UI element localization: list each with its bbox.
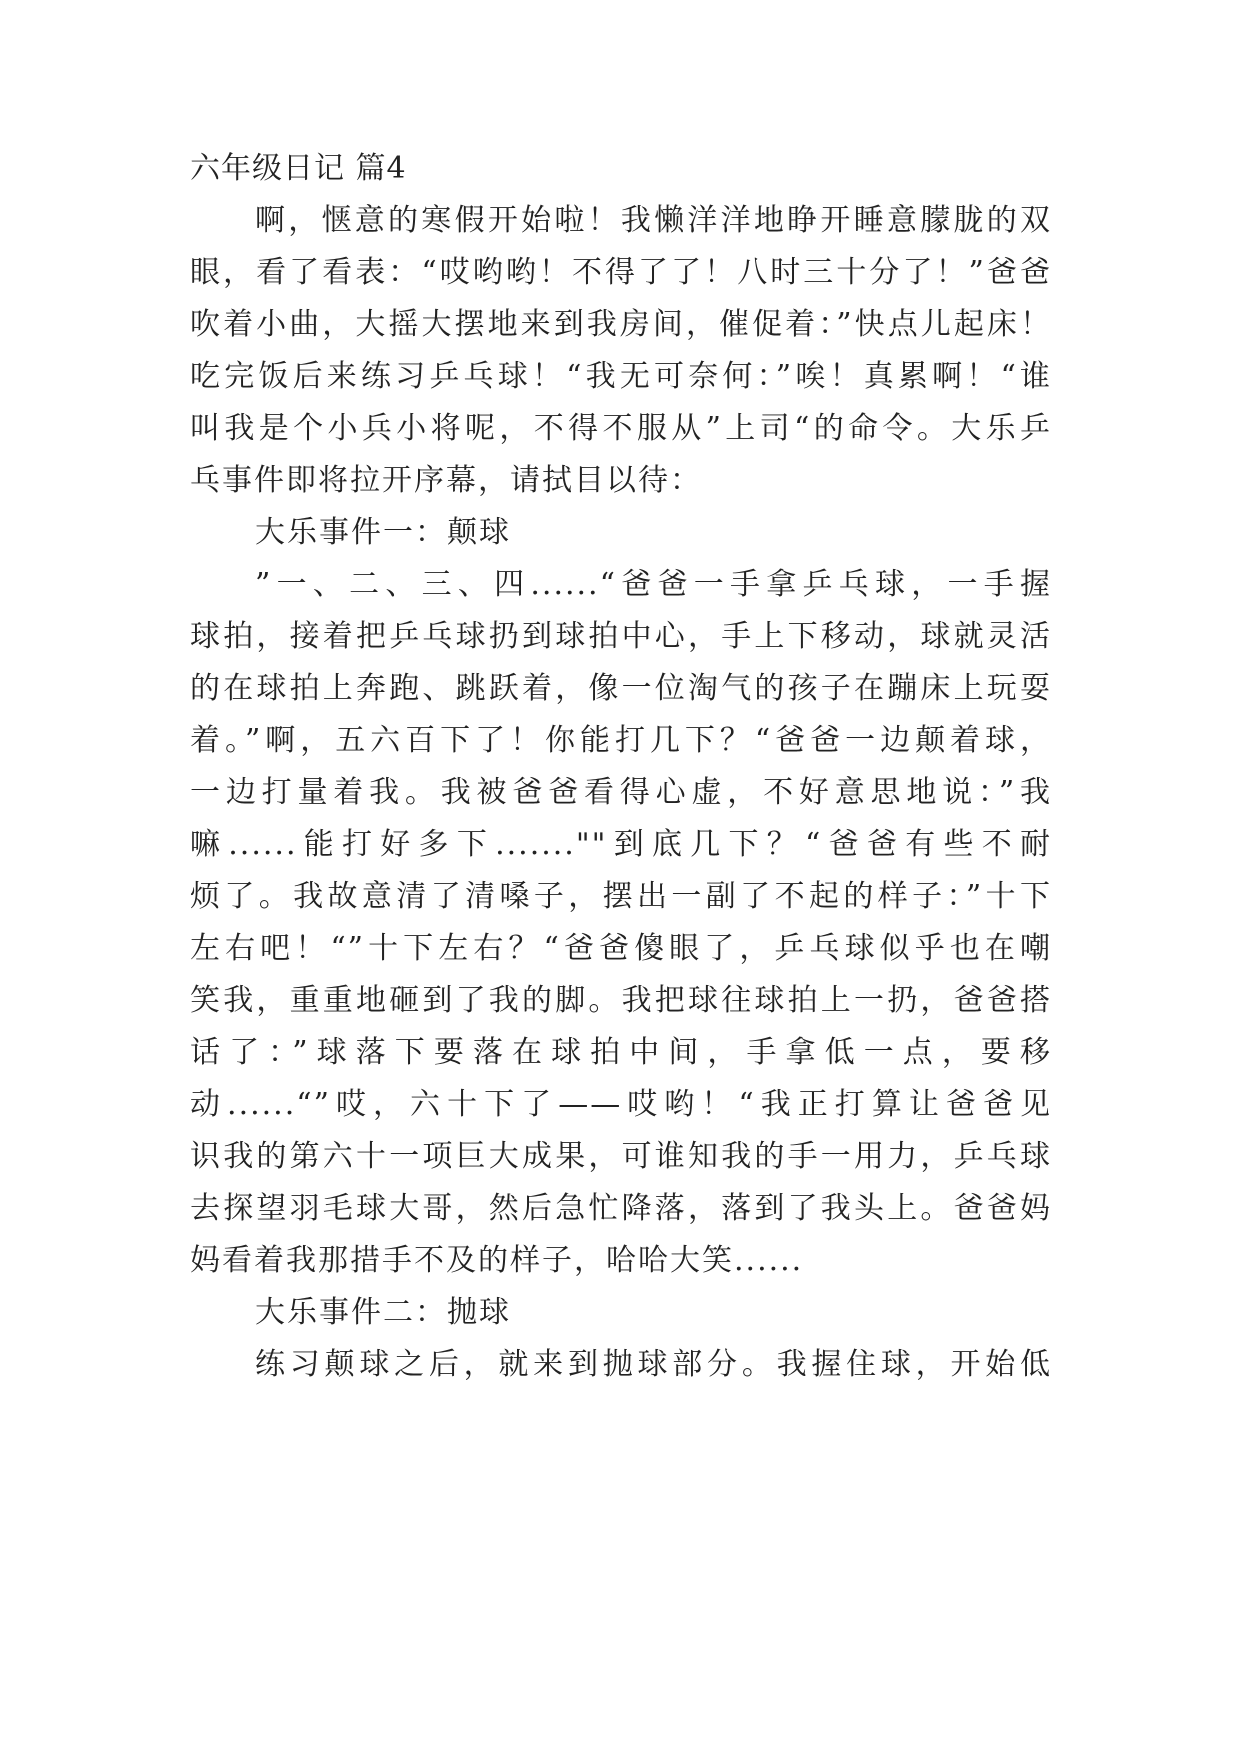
paragraph-line: 话了：”球落下要落在球拍中间，手拿低一点，要移	[190, 1035, 1052, 1070]
paragraph-line: 笑我，重重地砸到了我的脚。我把球往球拍上一扔，爸爸搭	[190, 983, 1052, 1018]
paragraph-line: 球拍，接着把乒乓球扔到球拍中心，手上下移动，球就灵活	[190, 619, 1052, 654]
document-title: 六年级日记 篇4	[190, 151, 407, 186]
paragraph-line: 乓事件即将拉开序幕，请拭目以待：	[190, 463, 702, 498]
paragraph-line: 识我的第六十一项巨大成果，可谁知我的手一用力，乒乓球	[190, 1139, 1052, 1174]
paragraph-line: 的在球拍上奔跑、跳跃着，像一位淘气的孩子在蹦床上玩耍	[190, 671, 1052, 706]
paragraph-line: 吃完饭后来练习乒乓球！“我无可奈何：”唉！真累啊！“谁	[190, 359, 1052, 394]
paragraph-line: 练习颠球之后，就来到抛球部分。我握住球，开始低	[255, 1347, 1052, 1382]
paragraph-line: 左右吧！“”十下左右？“爸爸傻眼了，乒乓球似乎也在嘲	[190, 931, 1052, 966]
paragraph-line: 啊，惬意的寒假开始啦！我懒洋洋地睁开睡意朦胧的双	[255, 203, 1052, 238]
paragraph-line: 嘛......能打好多下.......""到底几下？“爸爸有些不耐	[190, 827, 1052, 862]
paragraph-line: 一边打量着我。我被爸爸看得心虚，不好意思地说：”我	[190, 775, 1052, 810]
paragraph-line: 烦了。我故意清了清嗓子，摆出一副了不起的样子：”十下	[190, 879, 1052, 914]
paragraph-line: 着。”啊，五六百下了！你能打几下？“爸爸一边颠着球，	[190, 723, 1052, 758]
section-heading: 大乐事件二：抛球	[255, 1295, 511, 1330]
paragraph-line: 吹着小曲，大摇大摆地来到我房间，催促着：”快点儿起床！	[190, 307, 1052, 342]
paragraph-line: 去探望羽毛球大哥，然后急忙降落，落到了我头上。爸爸妈	[190, 1191, 1052, 1226]
paragraph-line: 妈看着我那措手不及的样子，哈哈大笑......	[190, 1243, 804, 1278]
paragraph-line: 动......“”哎，六十下了——哎哟！“我正打算让爸爸见	[190, 1087, 1052, 1122]
paragraph-line: 叫我是个小兵小将呢，不得不服从”上司“的命令。大乐乒	[190, 411, 1052, 446]
paragraph-line: ”一、二、三、四......“爸爸一手拿乒乓球，一手握	[255, 567, 1052, 602]
section-heading: 大乐事件一：颠球	[255, 515, 511, 550]
paragraph-line: 眼，看了看表：“哎哟哟！不得了了！八时三十分了！”爸爸	[190, 255, 1052, 290]
